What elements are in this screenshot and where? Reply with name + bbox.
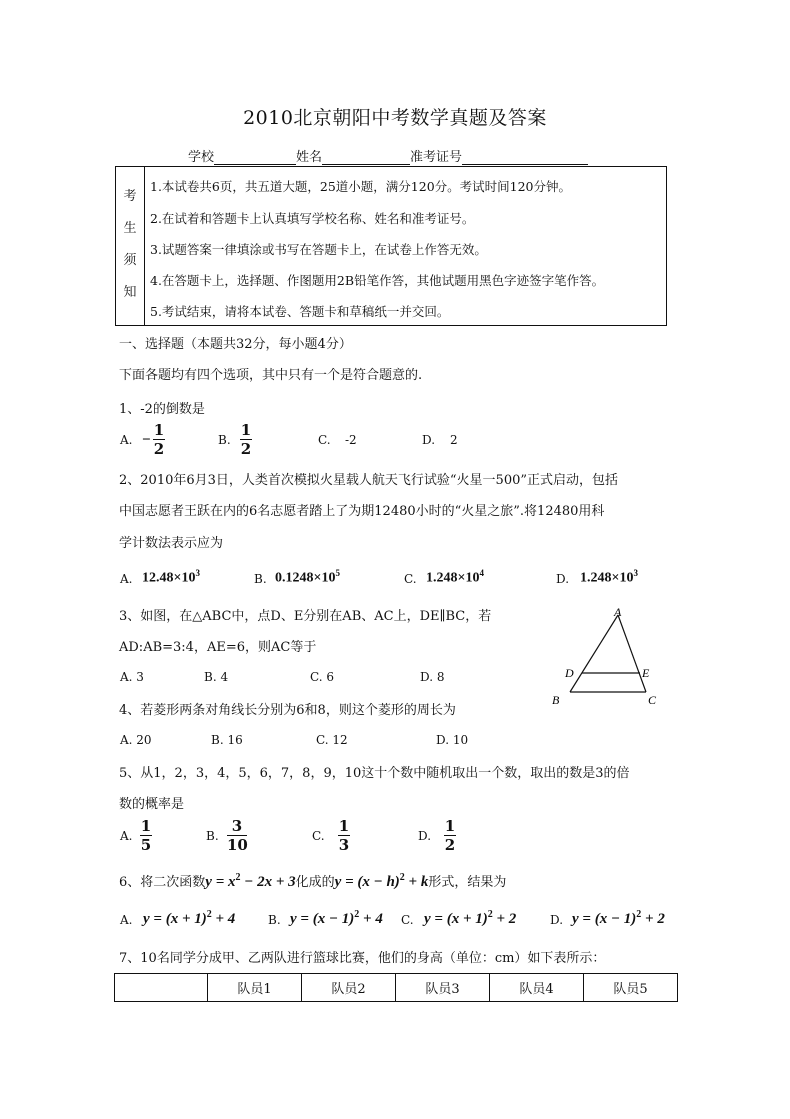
q3-triangle-figure [545,605,665,711]
table-header-cell: 队员3 [396,974,490,1002]
q1-option-b-fraction [240,422,252,457]
notice-line: 1.本试卷共6页，共五道大题，25道小题，满分120分。考试时间120分钟。 [150,179,572,194]
denominator: 5 [140,836,152,854]
q5-option-a-fraction [140,818,152,853]
expr-tail: + 4 [211,911,236,927]
q1-option-a-sign: − [142,432,151,448]
expr-exponent: 2 [235,872,241,883]
name-blank [322,150,410,165]
q2-option-d-value [580,568,638,587]
expr-base: y = (x − 1) [572,911,637,927]
q5-option-c-label: C. [312,829,325,843]
numerator: 3 [231,817,243,835]
q7-height-table [114,973,678,1002]
exponent: 3 [633,568,638,578]
id-label: 准考证号 [410,150,463,165]
exam-notice-box [115,166,667,326]
q5-option-d-label: D. [418,829,432,843]
q5-option-b-label: B. [206,829,219,843]
table-header-row [115,974,678,1002]
numerator: 1 [338,817,350,835]
q6-option-a-label: A. [120,913,133,927]
expr-tail: + k [404,874,429,890]
numerator: 1 [444,817,456,835]
school-blank [214,150,296,165]
page-title: 2010北京朝阳中考数学真题及答案 [243,107,547,129]
student-info-line [188,146,588,165]
name-label: 姓名 [296,150,323,165]
notice-side-char: 生 [123,221,137,236]
q5-option-b-fraction [227,818,247,853]
exponent: 3 [195,568,200,578]
q4-option-a: A. 20 [120,733,152,747]
expr-exponent: 2 [354,909,360,920]
q2-stem-line: 中国志愿者王跃在内的6名志愿者踏上了为期12480小时的“火星之旅”.将12480用科 [119,504,605,519]
mantissa: 1.248×10 [580,570,634,586]
expr-exponent: 2 [206,909,212,920]
q6-option-d-label: D. [550,913,564,927]
notice-line: 5.考试结束，请将本试卷、答题卡和草稿纸一并交回。 [150,304,450,319]
q2-option-c-value [426,568,484,587]
q6-expr-original [205,874,295,890]
q5-stem-line: 数的概率是 [119,797,185,812]
q1-stem: 1、-2的倒数是 [119,402,205,417]
exponent: 5 [335,568,340,578]
notice-line: 3.试题答案一律填涂或书写在答题卡上，在试卷上作答无效。 [150,242,487,257]
q6-option-a-expr [143,909,235,928]
notice-side-char: 知 [123,285,137,300]
denominator: 2 [240,440,252,458]
q6-option-c-expr [424,909,516,928]
vertex-label-c: C [648,693,657,707]
q6-option-b-label: B. [268,913,281,927]
expr-base: y = (x + 1) [143,911,207,927]
q5-option-a-label: A. [120,829,133,843]
vertex-label-d: D [565,666,574,680]
table-header-cell [115,974,208,1002]
notice-side-label [116,167,145,325]
q3-option-a: A. 3 [120,670,144,684]
denominator: 3 [338,836,350,854]
expr-tail: + 2 [492,911,517,927]
q5-stem-line: 5、从1，2，3，4，5，6，7，8，9，10这十个数中随机取出一个数，取出的数是3的倍 [119,766,630,781]
q2-option-c-label: C. [404,572,417,586]
q1-option-c-value: -2 [345,433,357,447]
q1-option-a-label: A. [120,433,133,447]
q2-option-a-value [142,568,200,587]
q3-option-d: D. 8 [420,670,445,684]
q2-option-b-label: B. [254,572,267,586]
expr-base: y = (x − h) [334,874,400,890]
vertex-label-b: B [552,693,560,707]
q6-suffix: 形式，结果为 [428,875,507,890]
q3-stem-line: 3、如图，在△ABC中，点D、E分别在AB、AC上，DE∥BC，若 [119,609,492,624]
q1-option-a-fraction [153,422,165,457]
table-header-cell: 队员4 [490,974,584,1002]
vertex-label-e: E [642,666,650,680]
expr-tail: − 2x + 3 [240,874,296,890]
expr-base: y = x [205,874,236,890]
denominator: 2 [444,836,456,854]
section-intro: 下面各题均有四个选项，其中只有一个是符合题意的. [119,368,423,383]
numerator: 1 [240,421,252,439]
q1-option-d-value: 2 [450,433,458,447]
table-header-cell: 队员2 [302,974,396,1002]
expr-exponent: 2 [487,909,493,920]
q3-stem-line: AD:AB=3:4，AE=6，则AC等于 [119,640,317,655]
q2-stem-line: 2、2010年6月3日，人类首次模拟火星载人航天飞行试验“火星一500”正式启动，包括 [119,473,619,488]
q5-option-c-fraction [338,818,350,853]
expr-tail: + 2 [641,911,665,927]
q1-option-c-label: C. [318,433,331,447]
q2-option-a-label: A. [120,572,133,586]
q3-option-c: C. 6 [310,670,335,684]
q6-option-b-expr [290,909,383,928]
numerator: 1 [153,421,165,439]
notice-side-char: 考 [123,189,137,204]
notice-side-char: 须 [123,253,137,268]
q3-option-b: B. 4 [204,670,229,684]
q6-stem [119,871,506,891]
expr-base: y = (x − 1) [290,911,355,927]
exponent: 4 [479,568,484,578]
expr-tail: + 4 [359,911,383,927]
q7-stem: 7、10名同学分成甲、乙两队进行篮球比赛，他们的身高（单位：cm）如下表所示： [119,951,606,966]
q2-option-d-label: D. [556,572,570,586]
q6-option-d-expr [572,909,665,928]
id-blank [462,150,588,165]
q6-middle: 化成的 [295,875,335,890]
notice-line: 4.在答题卡上，选择题、作图题用2B铅笔作答，其他试题用黑色字迹签字笔作答。 [150,273,605,288]
table-header-cell: 队员5 [584,974,678,1002]
q4-option-c: C. 12 [316,733,348,747]
mantissa: 0.1248×10 [275,570,336,586]
q1-option-d-label: D. [422,433,436,447]
q4-stem: 4、若菱形两条对角线长分别为6和8，则这个菱形的周长为 [119,703,456,718]
expr-base: y = (x + 1) [424,911,488,927]
side-ac [618,615,646,692]
numerator: 1 [140,817,152,835]
section-heading: 一、选择题（本题共32分，每小题4分） [119,337,352,352]
side-ab [570,615,618,692]
vertex-label-a: A [614,605,622,619]
q5-option-d-fraction [444,818,456,853]
q1-option-b-label: B. [218,433,231,447]
notice-line: 2.在试着和答题卡上认真填写学校名称、姓名和准考证号。 [150,211,475,226]
mantissa: 1.248×10 [426,570,480,586]
q4-option-d: D. 10 [436,733,469,747]
q6-option-c-label: C. [401,913,414,927]
denominator: 2 [153,440,165,458]
q6-expr-target [335,874,429,890]
expr-exponent: 2 [636,909,642,920]
table-header-cell: 队员1 [208,974,302,1002]
denominator: 10 [227,836,248,854]
school-label: 学校 [188,150,215,165]
q2-option-b-value [275,568,340,587]
q2-stem-line: 学计数法表示应为 [119,536,224,551]
expr-exponent: 2 [399,872,405,883]
q4-option-b: B. 16 [211,733,243,747]
q6-prefix: 6、将二次函数 [119,875,206,890]
mantissa: 12.48×10 [142,570,196,586]
